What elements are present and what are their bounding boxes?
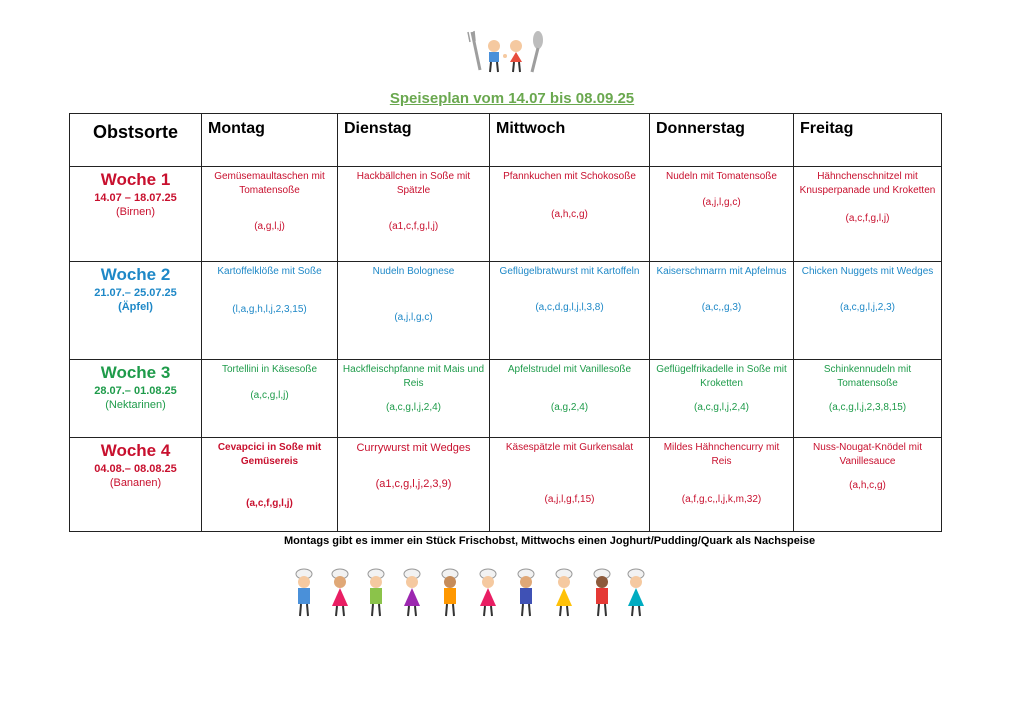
week-title: Woche 2 xyxy=(100,265,171,284)
dish-name: Currywurst mit Wedges xyxy=(356,442,471,454)
dish-cell xyxy=(490,262,650,360)
week-fruit: (Bananen) xyxy=(109,477,162,489)
footer-note: Montags gibt es immer ein Stück Frischobst, Mittwochs einen Joghurt/Pudding/Quark als Nachspeise xyxy=(284,535,816,547)
dish-name: Pfannkuchen mit Schokosoße xyxy=(503,171,636,182)
dish-name: Tortellini in Käsesoße xyxy=(221,364,318,375)
dish-allergens: (a,j,l,g,c) xyxy=(702,197,741,208)
dish-allergens: (a,j,l,g,c) xyxy=(394,312,433,323)
header-dienstag: Dienstag xyxy=(338,114,490,167)
dish-allergens: (a,h,c,g) xyxy=(849,480,886,491)
dish-cell xyxy=(794,360,942,438)
dish-allergens: (a,g,2,4) xyxy=(550,402,589,413)
menu-table xyxy=(69,113,942,532)
dish-name: Schinkennudeln mit Tomatensoße xyxy=(823,364,912,389)
dish-cell xyxy=(650,167,794,262)
menu-title: Speiseplan vom 14.07 bis 08.09.25 xyxy=(389,90,635,107)
dish-allergens: (a,c,,g,3) xyxy=(701,302,742,313)
dish-cell xyxy=(794,167,942,262)
dish-allergens: (a,c,g,l,j,2,4) xyxy=(693,402,750,413)
dish-name: Gemüsemaultaschen mit Tomatensoße xyxy=(214,171,325,196)
dish-allergens: (a,g,l,j) xyxy=(254,221,285,232)
dish-name: Nuss-Nougat-Knödel mit Vanillesauce xyxy=(813,442,922,467)
dish-allergens: (a,c,g,l,j,2,3) xyxy=(839,302,896,313)
header-freitag: Freitag xyxy=(794,114,942,167)
dish-allergens: (a,f,g,c,,l,j,k,m,32) xyxy=(681,494,762,505)
dish-cell xyxy=(202,360,338,438)
week-fruit: (Nektarinen) xyxy=(105,399,166,411)
week-row xyxy=(70,167,942,262)
dish-allergens: (a1,c,f,g,l,j) xyxy=(388,221,439,232)
dish-name: Kartoffelklöße mit Soße xyxy=(217,266,322,277)
dish-cell xyxy=(202,262,338,360)
dish-cell xyxy=(202,438,338,532)
dish-cell xyxy=(490,360,650,438)
kids-chefs-illustration xyxy=(290,568,650,618)
dish-allergens: (l,a,g,h,l,j,2,3,15) xyxy=(232,304,307,315)
dish-name: Hähnchenschnitzel mit Knusperpanade und Kroketten xyxy=(799,171,936,196)
kids-cutlery-logo xyxy=(462,30,548,74)
dish-name: Geflügelfrikadelle in Soße mit Kroketten xyxy=(656,364,787,389)
dish-allergens: (a,c,f,g,l,j) xyxy=(246,498,293,509)
week-fruit: (Birnen) xyxy=(115,206,156,218)
dish-cell xyxy=(338,438,490,532)
header-montag: Montag xyxy=(202,114,338,167)
dish-cell xyxy=(338,167,490,262)
dish-cell xyxy=(650,262,794,360)
week-fruit: (Äpfel) xyxy=(118,301,153,313)
header-mittwoch: Mittwoch xyxy=(490,114,650,167)
dish-allergens: (a,h,c,g) xyxy=(551,209,588,220)
dish-name: Nudeln Bolognese xyxy=(372,266,455,277)
dish-cell xyxy=(202,167,338,262)
week-title: Woche 4 xyxy=(100,441,171,460)
dish-cell xyxy=(338,262,490,360)
dish-name: Kaiserschmarrn mit Apfelmus xyxy=(656,266,787,277)
dish-allergens: (a,c,g,l,j) xyxy=(250,390,289,401)
dish-cell xyxy=(490,438,650,532)
week-range: 14.07 – 18.07.25 xyxy=(94,192,177,204)
week-title: Woche 1 xyxy=(100,170,171,189)
dish-name: Cevapcici in Soße mit Gemüsereis xyxy=(217,442,322,467)
dish-name: Käsespätzle mit Gurkensalat xyxy=(505,442,634,453)
header-donnerstag: Donnerstag xyxy=(650,114,794,167)
week-range: 28.07.– 01.08.25 xyxy=(94,385,177,397)
header-row xyxy=(70,114,942,167)
header-obstsorte: Obstsorte xyxy=(70,114,202,167)
dish-cell xyxy=(794,438,942,532)
week-cell xyxy=(70,438,202,532)
dish-cell xyxy=(650,438,794,532)
week-cell xyxy=(70,360,202,438)
dish-name: Chicken Nuggets mit Wedges xyxy=(801,266,934,277)
dish-allergens: (a,j,l,g,f,15) xyxy=(544,494,595,505)
week-row xyxy=(70,360,942,438)
dish-allergens: (a,c,d,g,l,j,l,3,8) xyxy=(535,302,604,313)
week-row xyxy=(70,262,942,360)
dish-name: Hackbällchen in Soße mit Spätzle xyxy=(356,171,471,196)
week-range: 04.08.– 08.08.25 xyxy=(94,463,177,475)
dish-cell xyxy=(650,360,794,438)
dish-name: Geflügelbratwurst mit Kartoffeln xyxy=(499,266,640,277)
dish-cell xyxy=(490,167,650,262)
dish-allergens: (a,c,g,l,j,2,4) xyxy=(385,402,442,413)
week-cell xyxy=(70,262,202,360)
dish-name: Mildes Hähnchencurry mit Reis xyxy=(663,442,780,467)
dish-cell xyxy=(338,360,490,438)
dish-name: Apfelstrudel mit Vanillesoße xyxy=(507,364,632,375)
week-row xyxy=(70,438,942,532)
week-cell xyxy=(70,167,202,262)
dish-allergens: (a1,c,g,l,j,2,3,9) xyxy=(375,478,452,490)
dish-allergens: (a,c,f,g,l,j) xyxy=(845,213,890,224)
dish-name: Hackfleischpfanne mit Mais und Reis xyxy=(342,364,485,389)
dish-name: Nudeln mit Tomatensoße xyxy=(666,171,777,182)
dish-allergens: (a,c,g,l,j,2,3,8,15) xyxy=(828,402,907,413)
week-range: 21.07.– 25.07.25 xyxy=(94,287,177,299)
dish-cell xyxy=(794,262,942,360)
week-title: Woche 3 xyxy=(100,363,171,382)
